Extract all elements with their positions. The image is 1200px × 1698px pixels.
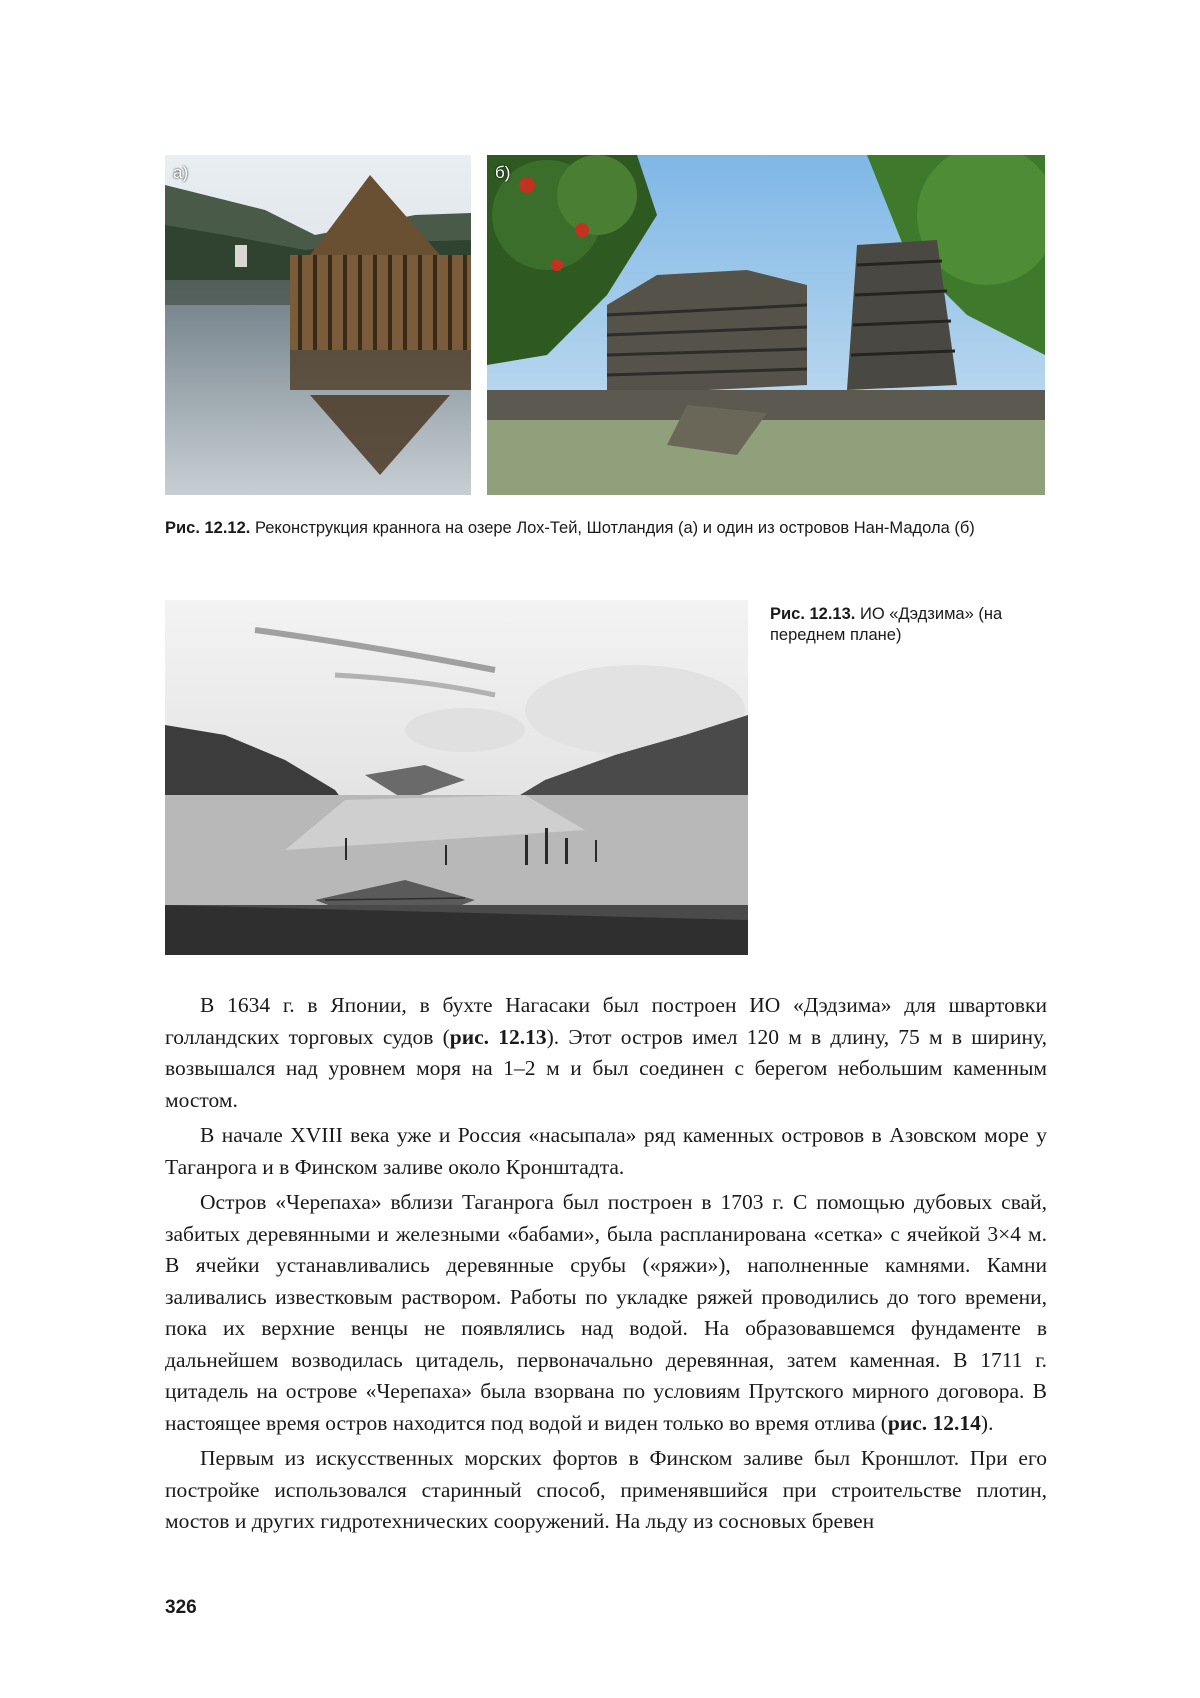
figure-label-b: б) (495, 163, 511, 182)
figure-caption-12-13 (770, 604, 1030, 646)
paragraph: Первым из искусственных морских фортов в Финском заливе был Кроншлот. При его постройке использовался старинный способ, применявшийся при строительстве плотин, мостов и других гидротехнических сооружений. На льду из сосновых бревен (165, 1446, 1047, 1533)
paragraph: В 1634 г. в Японии, в бухте Нагасаки был построен ИО «Дэдзима» для швартовки голландских торговых судов (рис. 12.13). Этот остров имел 120 м в длину, 75 м в ширину, возвышался над уровнем моря на 1–2 м и был соединен с берегом небольшим каменным мостом. (165, 993, 1048, 1112)
photo-crannog-loch-tay (165, 155, 471, 495)
figure-label-a: а) (173, 163, 189, 182)
caption-text: Реконструкция краннога на озере Лох-Тей, Шотландия (а) и один из островов Нан-Мадола (б) (254, 519, 975, 537)
figure-reference: рис. 12.14 (887, 1410, 981, 1435)
caption-number: Рис. 12.13. (770, 605, 856, 623)
caption-number: Рис. 12.12. (165, 519, 251, 537)
page-number: 326 (165, 1597, 197, 1618)
caption-text: ИО «Дэдзима» (на переднем плане) (770, 605, 1003, 644)
paragraph: Остров «Черепаха» вблизи Таганрога был построен в 1703 г. С помощью дубовых свай, забитых деревянными и железными «бабами», была распланирована «сетка» с ячейкой 3×4 м. В ячейки устанавливались деревянные срубы («ряжи»), наполненные камнями. Камни заливались известковым раствором. Работы по укладке ряжей проводились до того времени, пока их верхние венцы не появлялись над водой. На образовавшемся фундаменте в дальнейшем возводилась цитадель, первоначально деревянная, затем каменная. В 1711 г. цитадель на острове «Черепаха» была взорвана по условиям Прутского мирного договора. В настоящее время остров находится под водой и виден только во время отлива (рис. 12.14). (165, 1190, 1047, 1435)
figure-caption-12-12 (165, 518, 1015, 539)
engraving-dejima (165, 600, 748, 955)
photo-nan-madol (487, 155, 1045, 495)
body-text (165, 990, 1047, 1542)
paragraph: В начале XVIII века уже и Россия «насыпала» ряд каменных островов в Азовском море у Таганрога и в Финском заливе около Кронштадта. (165, 1123, 1047, 1179)
figure-reference: рис. 12.13 (449, 1024, 547, 1049)
